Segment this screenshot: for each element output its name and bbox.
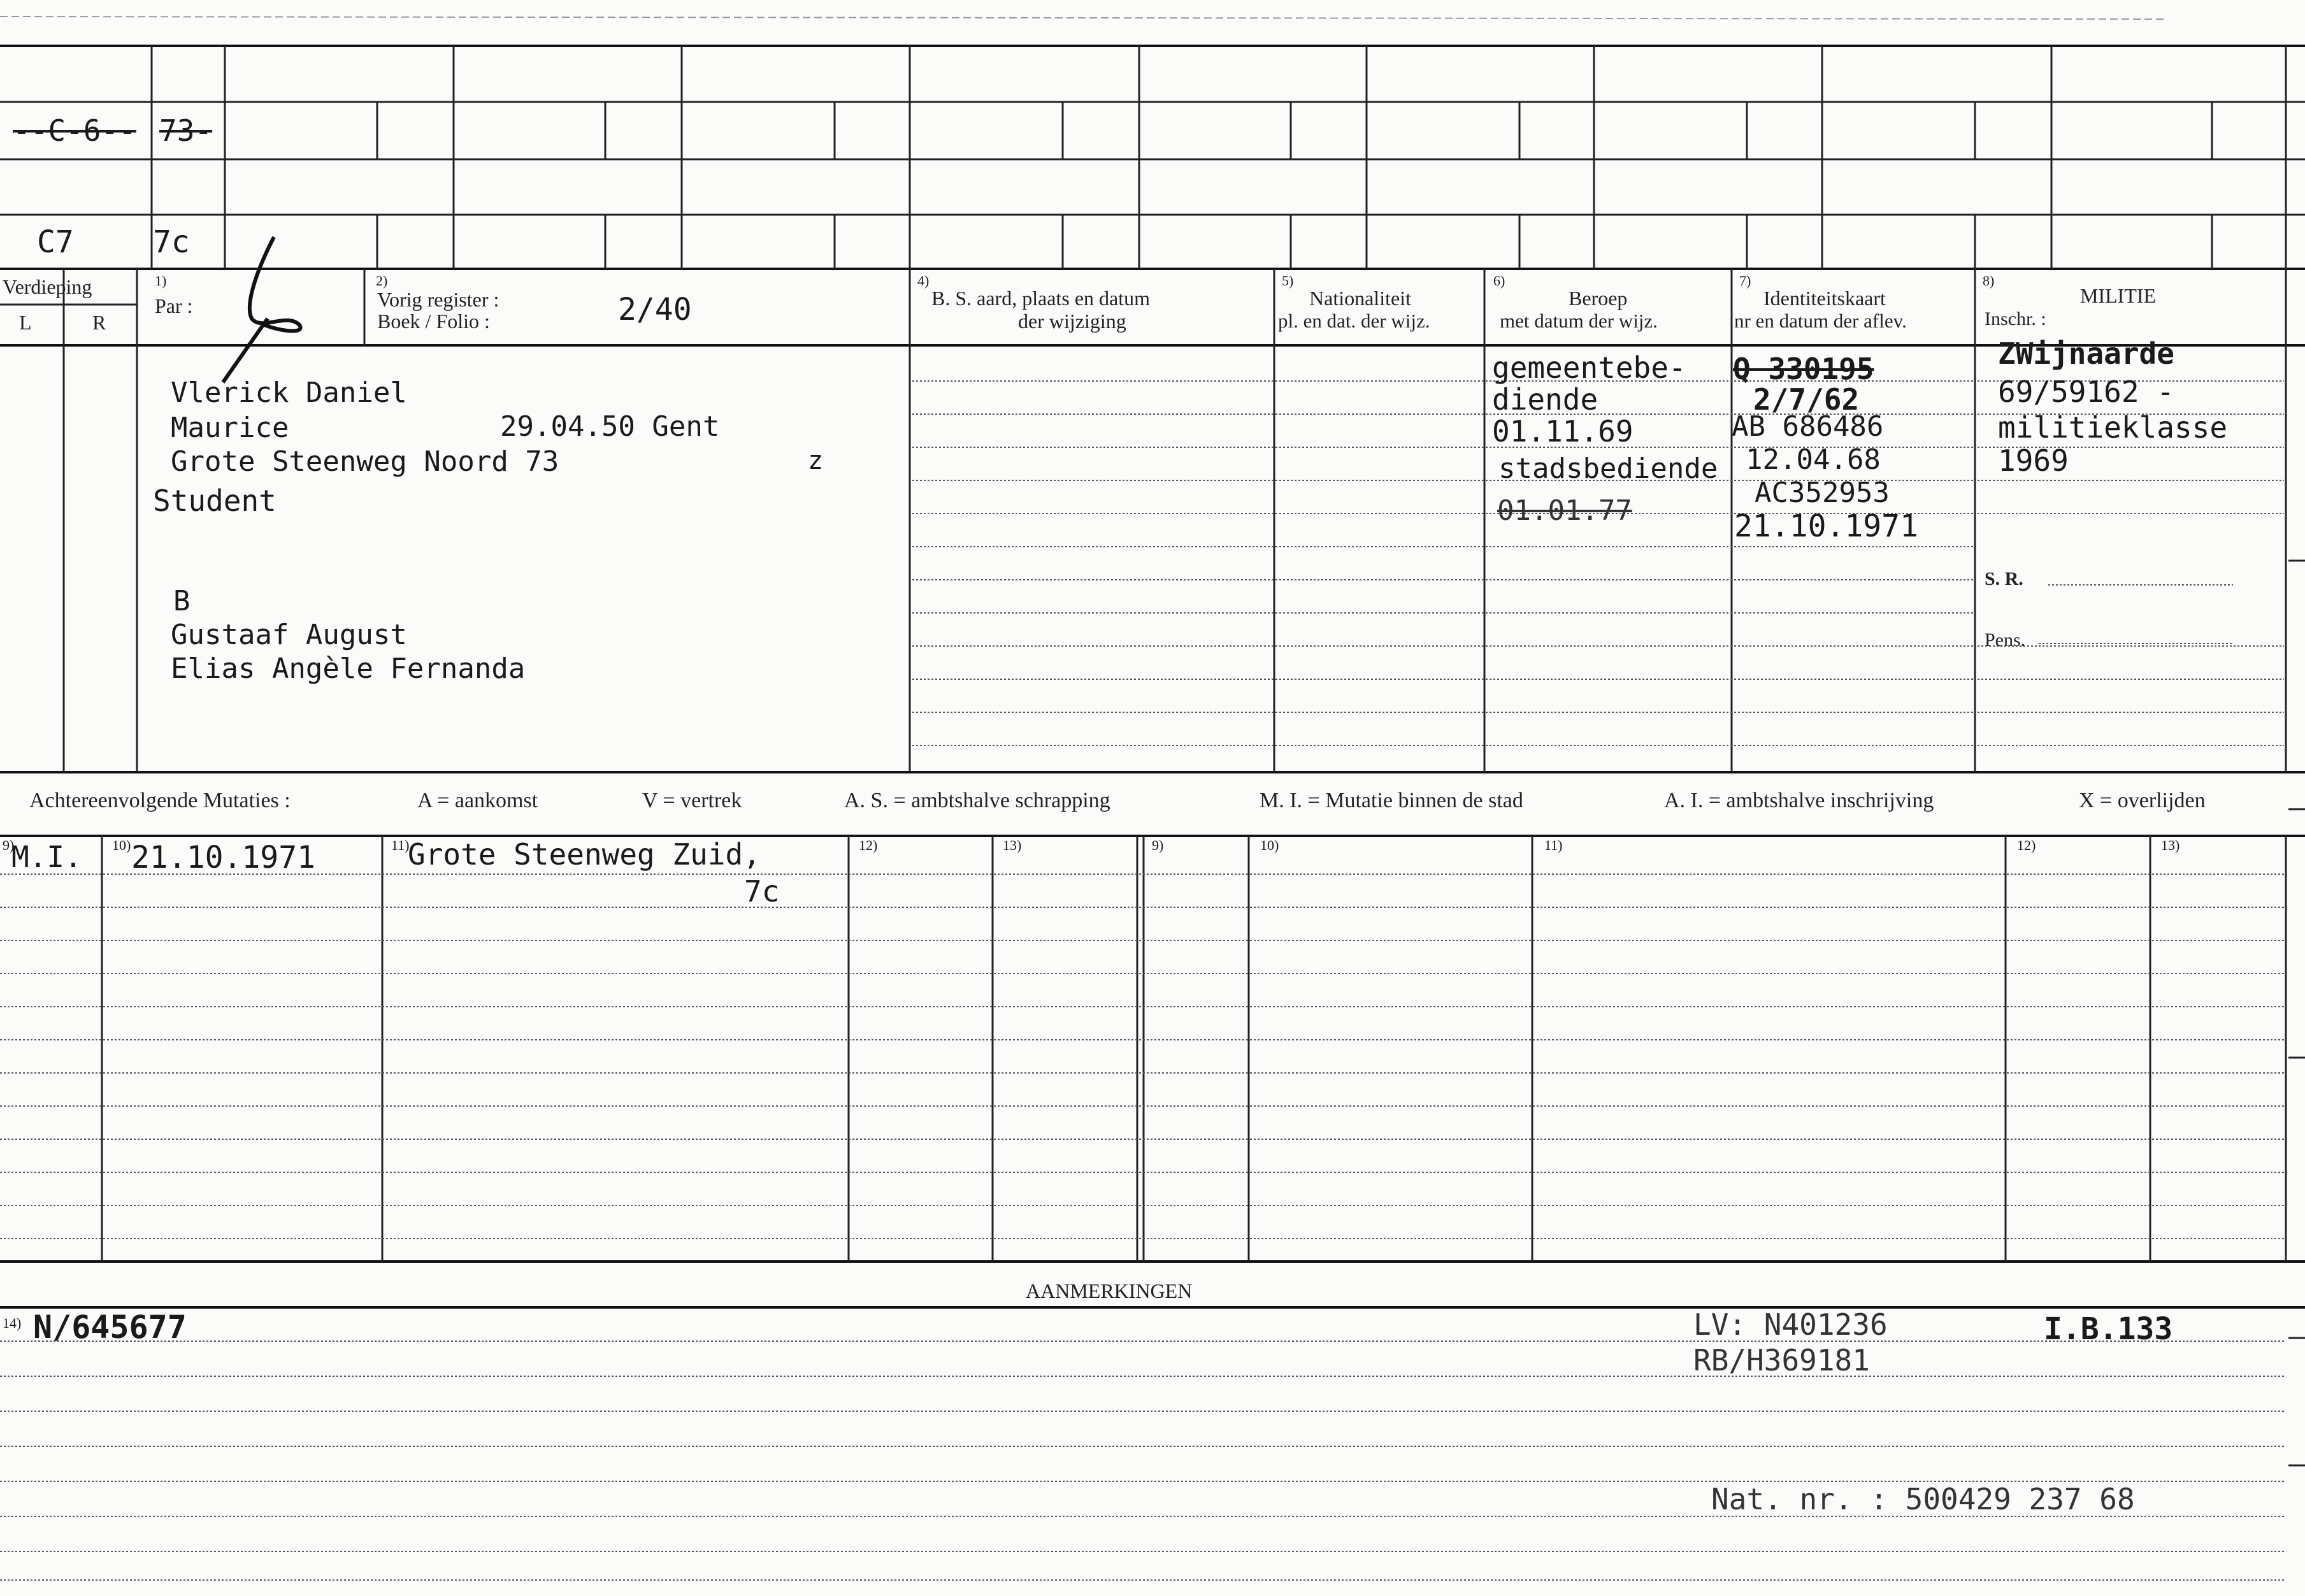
mutatie-type: M.I. <box>11 840 82 874</box>
id-entry-5: AC352953 <box>1755 477 1890 509</box>
legend-overlijden: X = overlijden <box>2079 789 2206 812</box>
beroep-header: Beroep <box>1569 287 1628 310</box>
folio-value: 2/40 <box>618 292 692 327</box>
col-number-1: 1) <box>155 273 167 289</box>
mut-col-number: 11) <box>391 837 410 853</box>
mut-col-number: 13) <box>2161 837 2180 853</box>
left-label: L <box>19 311 32 334</box>
verdieping-label: Verdieping <box>3 275 92 298</box>
aanmerking-number: N/645677 <box>33 1309 187 1346</box>
militie-entry-1: ZWijnaarde <box>1998 336 2174 371</box>
nationaliteit-header: Nationaliteit <box>1309 287 1411 310</box>
person-second-name: Maurice <box>171 412 289 444</box>
national-number: Nat. nr. : 500429 237 68 <box>1711 1482 2135 1516</box>
beroep-entry-2: diende <box>1492 382 1598 417</box>
mutatie-address: Grote Steenweg Zuid, <box>408 837 761 872</box>
id-entry-2: 2/7/62 <box>1753 382 1860 417</box>
mut-col-number: 10) <box>112 837 131 853</box>
col-number-7: 7) <box>1739 273 1751 289</box>
par-label: Par : <box>155 294 193 317</box>
col-number-8: 8) <box>1983 273 1995 289</box>
person-mother: Elias Angèle Fernanda <box>171 652 526 685</box>
aanmerking-ib: I.B.133 <box>2044 1311 2173 1347</box>
legend-mutatie: M. I. = Mutatie binnen de stad <box>1260 789 1523 812</box>
bs-header-line2: der wijziging <box>1018 310 1126 333</box>
beroep-entry-4: stadsbediende <box>1498 452 1718 485</box>
inschr-label: Inschr. : <box>1985 308 2046 329</box>
col-number-6: 6) <box>1493 273 1505 289</box>
person-address: Grote Steenweg Noord 73 <box>171 445 559 478</box>
mutatie-date: 21.10.1971 <box>131 840 315 875</box>
militie-header: MILITIE <box>2080 284 2157 307</box>
nationaliteit-subheader: pl. en dat. der wijz. <box>1278 310 1430 332</box>
person-father: Gustaaf August <box>171 619 407 651</box>
beroep-entry-1: gemeentebe- <box>1492 350 1686 385</box>
person-b-mark: B <box>173 585 190 617</box>
top-grid-number-struck: 73- <box>159 113 213 148</box>
identiteitskaart-subheader: nr en datum der aflev. <box>1734 310 1907 332</box>
beroep-entry-5: 01.01.77 <box>1497 494 1632 527</box>
militie-entry-3: militieklasse <box>1998 410 2228 445</box>
person-z-mark: z <box>808 446 824 475</box>
bs-header-line1: B. S. aard, plaats en datum <box>931 287 1151 310</box>
mut-col-number: 11) <box>1544 837 1563 853</box>
legend-aankomst: A = aankomst <box>417 789 538 812</box>
par-signature <box>223 237 301 382</box>
beroep-subheader: met datum der wijz. <box>1500 310 1658 332</box>
legend-vertrek: V = vertrek <box>642 789 742 812</box>
person-name: Vlerick Daniel <box>171 377 407 409</box>
mut-col-number: 13) <box>1003 837 1022 853</box>
pens-label: Pens. <box>1985 629 2026 651</box>
aanmerking-lv: LV: N401236 <box>1693 1307 1888 1342</box>
legend-schrapping: A. S. = ambtshalve schrapping <box>844 789 1110 812</box>
sr-label: S. R. <box>1985 568 2023 589</box>
mutatie-house-number: 7c <box>744 874 780 909</box>
top-grid-code-struck: --C-6-- <box>13 113 136 148</box>
col-number-5: 5) <box>1282 273 1294 289</box>
mut-col-number: 12) <box>2017 837 2036 853</box>
legend-inschrijving: A. I. = ambtshalve inschrijving <box>1664 789 1934 812</box>
top-grid-code: C7 <box>37 224 74 260</box>
aanmerkingen-title: AANMERKINGEN <box>1026 1279 1193 1302</box>
aanmerking-rb: RB/H369181 <box>1693 1343 1870 1377</box>
person-birth: 29.04.50 Gent <box>500 410 720 443</box>
col-number-2: 2) <box>376 273 388 289</box>
id-entry-6: 21.10.1971 <box>1734 508 1918 544</box>
top-grid-number: 7c <box>153 224 190 260</box>
mut-col-number: 10) <box>1260 837 1279 853</box>
id-entry-1: Q 330195 <box>1733 352 1874 386</box>
id-entry-3: AB 686486 <box>1732 410 1884 443</box>
col-number-14: 14) <box>3 1315 22 1331</box>
identiteitskaart-header: Identiteitskaart <box>1763 287 1886 310</box>
col-number-4: 4) <box>917 273 930 289</box>
mut-col-number: 9) <box>3 837 15 853</box>
mut-col-number: 9) <box>1152 837 1164 853</box>
militie-entry-2: 69/59162 - <box>1998 375 2174 409</box>
mut-col-number: 12) <box>859 837 878 853</box>
id-entry-4: 12.04.68 <box>1746 443 1881 476</box>
boek-folio-label: Boek / Folio : <box>377 310 490 333</box>
militie-entry-4: 1969 <box>1998 443 2069 478</box>
person-occupation: Student <box>153 484 276 518</box>
right-label: R <box>92 311 106 334</box>
mutaties-title: Achtereenvolgende Mutaties : <box>29 789 291 812</box>
beroep-entry-3: 01.11.69 <box>1492 414 1634 449</box>
vorig-register-label: Vorig register : <box>377 288 499 311</box>
